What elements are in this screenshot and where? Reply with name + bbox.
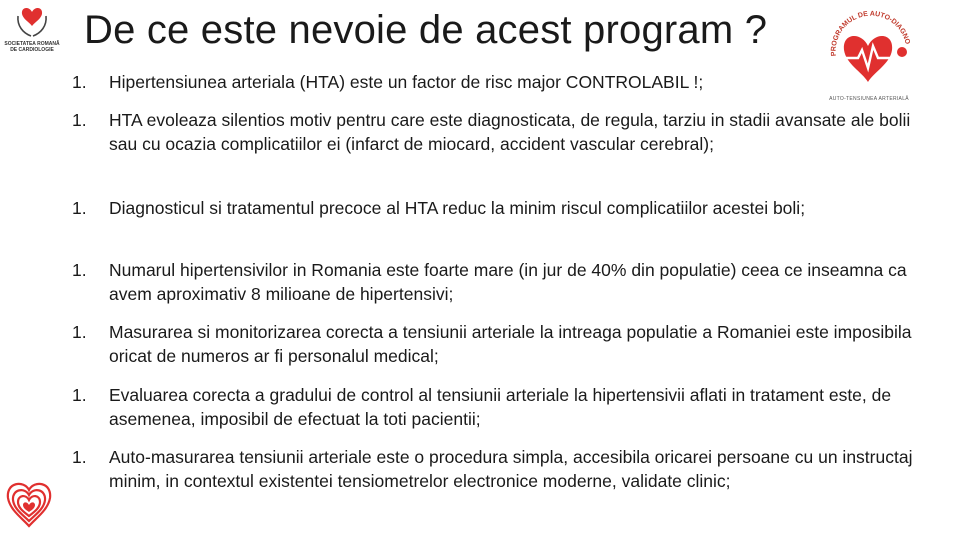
page-title: De ce este nevoie de acest program ?	[84, 8, 768, 52]
list-item	[72, 108, 939, 156]
item-text: HTA evoleaza silentios motiv pentru care este diagnosticata, de regula, tarziu in stadii avansate ale bolii sau cu ocazia complicatiilor ei (infarct de miocard, accident vascular cerebral);	[109, 110, 911, 154]
item-text: Auto-masurarea tensiunii arteriale este o procedura simpla, accesibila oricarei persoane cu un instructaj minim, in contextul existentei tensiometrelor electronice moderne, validate clinic;	[109, 447, 913, 491]
society-logo-text: SOCIETATEA ROMANĂ DE CARDIOLOGIE	[4, 41, 60, 53]
badge-arc-text: PROGRAMUL DE AUTO-DIAGNO	[830, 10, 911, 57]
badge-bottom-text: AUTO-TENSIUNEA ARTERIALĂ	[829, 96, 909, 102]
heart-hands-icon	[15, 2, 49, 40]
item-text: Hipertensiunea arteriala (HTA) este un factor de risc major CONTROLABIL !;	[109, 72, 704, 92]
item-text: Evaluarea corecta a gradului de control al tensiunii arteriale la hipertensivii aflati in tratament este, de asemenea, imposibil de efectuat la toti pacientii;	[109, 385, 892, 429]
item-text: Diagnosticul si tratamentul precoce al HTA reduc la minim riscul complicatiilor acestei boli;	[109, 198, 806, 218]
item-number: 1.	[72, 198, 87, 218]
item-number: 1.	[72, 322, 87, 342]
item-number: 1.	[72, 110, 87, 130]
list-item	[72, 258, 939, 306]
item-number: 1.	[72, 385, 87, 405]
list-item	[72, 445, 939, 493]
list-item	[72, 70, 939, 94]
item-number: 1.	[72, 447, 87, 467]
society-logo	[2, 2, 62, 62]
list-item	[72, 383, 939, 431]
item-text: Numarul hipertensivilor in Romania este foarte mare (in jur de 40% din populatie) ceea ce inseamna ca avem aproximativ 8 milioane de hipertensivi;	[109, 260, 907, 304]
concentric-heart-icon	[4, 478, 54, 528]
list-item	[72, 320, 939, 368]
item-text: Masurarea si monitorizarea corecta a tensiunii arteriale la intreaga populatie a Romaniei este imposibila oricat de numeros ar fi personalul medical;	[109, 322, 912, 366]
list-item	[72, 196, 939, 220]
item-number: 1.	[72, 260, 87, 280]
item-number: 1.	[72, 72, 87, 92]
